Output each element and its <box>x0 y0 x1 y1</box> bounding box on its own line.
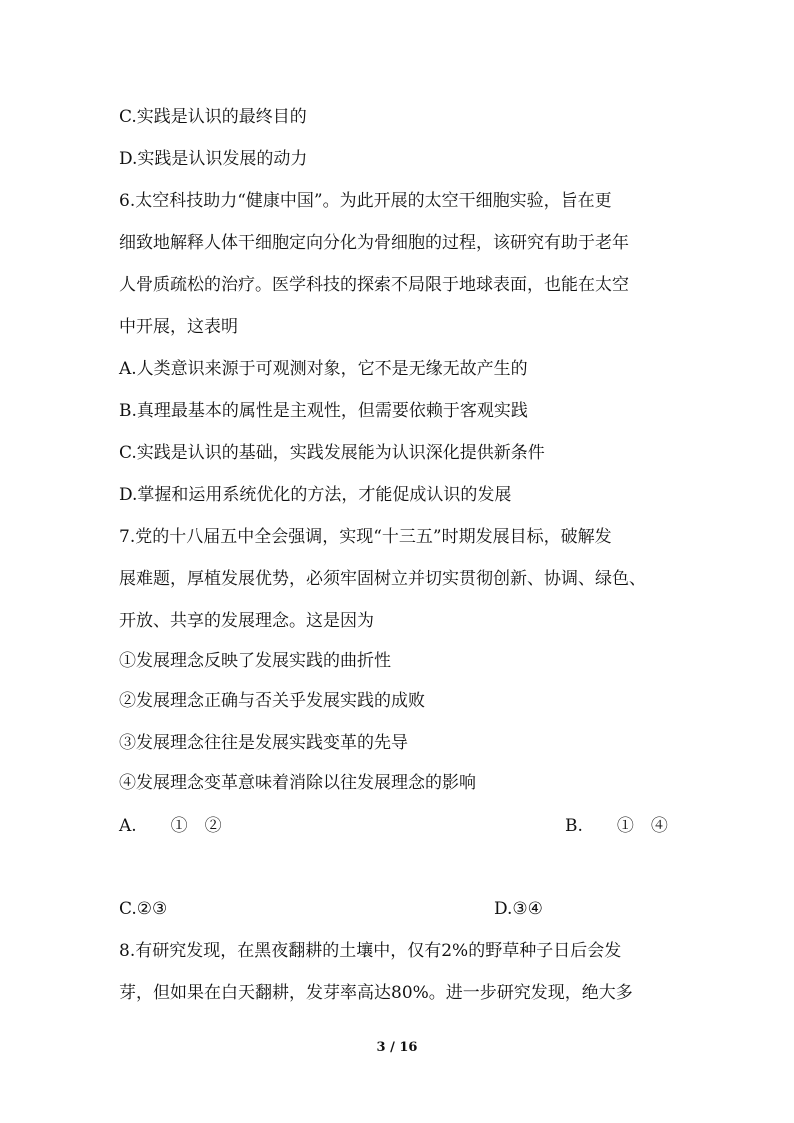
question-6-stem-line-4: 中开展，这表明 <box>119 317 238 337</box>
question-7-stem-line-3: 开放、共享的发展理念。这是因为 <box>119 611 374 631</box>
option-b-q6: B.真理最基本的属性是主观性，但需要依赖于客观实践 <box>119 401 528 421</box>
question-7-stem-line-2: 展难题，厚植发展优势，必须牢固树立并切实贯彻创新、协调、绿色、 <box>119 569 646 589</box>
option-a-q6: A.人类意识来源于可观测对象，它不是无缘无故产生的 <box>119 359 528 379</box>
option-b-q7: B. ① ④ <box>565 816 668 836</box>
statement-2-q7: ②发展理念正确与否关乎发展实践的成败 <box>119 691 425 711</box>
question-6-stem-line-3: 人骨质疏松的治疗。医学科技的探索不局限于地球表面，也能在太空 <box>119 275 629 295</box>
option-d-q5: D.实践是认识发展的动力 <box>119 149 308 169</box>
question-8-stem-line-2: 芽，但如果在白天翻耕，发芽率高达80%。进一步研究发现，绝大多 <box>119 983 633 1003</box>
option-c-q7: C.②③ <box>119 899 168 919</box>
page-number: 3 / 16 <box>376 1040 418 1055</box>
option-a-q7: A. ① ② <box>119 816 222 836</box>
question-8-stem-line-1: 8.有研究发现，在黑夜翻耕的土壤中，仅有2%的野草种子日后会发 <box>119 941 622 961</box>
option-d-q6: D.掌握和运用系统优化的方法，才能促成认识的发展 <box>119 485 512 505</box>
statement-1-q7: ①发展理念反映了发展实践的曲折性 <box>119 651 391 671</box>
option-d-q7: D.③④ <box>494 899 543 919</box>
question-6-stem-line-2: 细致地解释人体干细胞定向分化为骨细胞的过程，该研究有助于老年 <box>119 233 629 253</box>
option-c-q6: C.实践是认识的基础，实践发展能为认识深化提供新条件 <box>119 443 545 463</box>
statement-4-q7: ④发展理念变革意味着消除以往发展理念的影响 <box>119 773 476 793</box>
question-6-stem-line-1: 6.太空科技助力“健康中国”。为此开展的太空干细胞实验，旨在更 <box>119 191 612 211</box>
statement-3-q7: ③发展理念往往是发展实践变革的先导 <box>119 733 408 753</box>
question-7-stem-line-1: 7.党的十八届五中全会强调，实现“十三五”时期发展目标，破解发 <box>119 527 612 547</box>
option-c-q5: C.实践是认识的最终目的 <box>119 107 307 127</box>
